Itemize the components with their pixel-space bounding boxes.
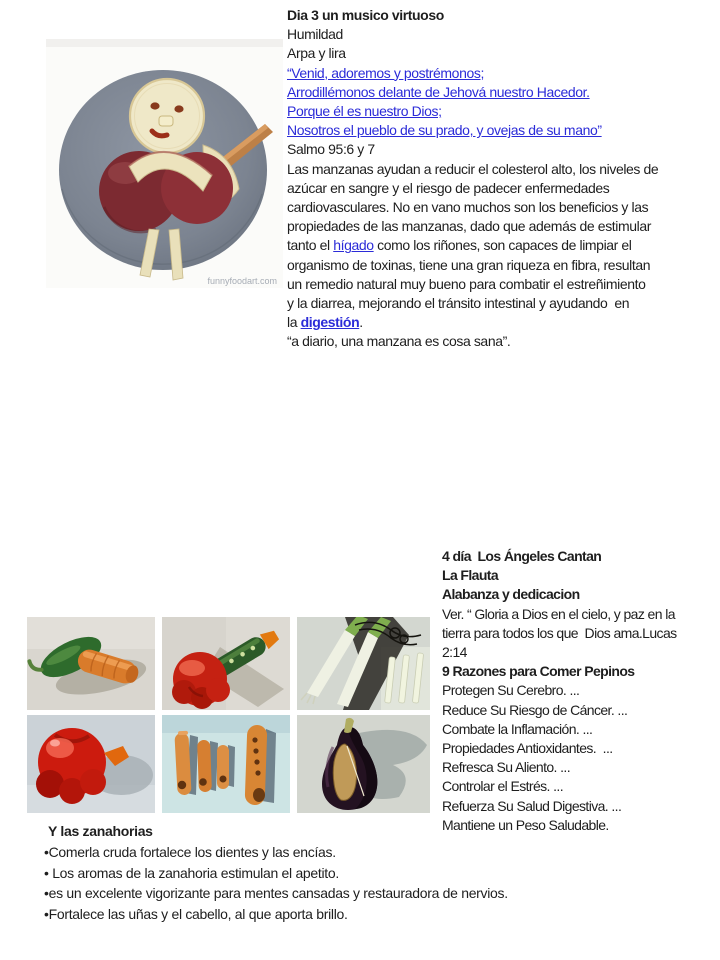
red-pepper-photo [27,715,155,813]
verse-hyperlink[interactable]: Porque él es nuestro Dios; [287,103,442,120]
pepper-cucumber-illustration [162,617,290,710]
lucas-verse-line: Ver. “ Gloria a Dios en el cielo, y paz en la [442,605,675,622]
paragraph-line: organismo de toxinas, tiene una gran riqueza en fibra, resultan [287,256,651,273]
apple-subtitle-humildad: Humildad [287,26,343,43]
eye-right [174,105,183,112]
pepino-subtitle-alabanza: Alabanza y dedicacion [442,586,580,603]
zanahoria-title: Y las zanahorias [48,823,153,839]
paragraph-line: Las manzanas ayudan a reducir el colesterol alto, los niveles de [287,160,659,177]
pepino-reason: Combate la Inflamación. ... [442,720,593,737]
apple-musician-photo [46,39,283,288]
paragraph-line: azúcar en sangre y el riesgo de padecer enfermedades [287,179,610,196]
verse-hyperlink[interactable]: Arrodillémonos delante de Jehová nuestro Hacedor. [287,83,590,100]
zanahoria-bullet: • Los aromas de la zanahoria estimulan el apetito. [44,864,339,881]
verse-hyperlink[interactable]: Nosotros el pueblo de su prado, y ovejas de su mano” [287,122,602,139]
pepper-cucumber-trumpet-photo [162,617,290,710]
pepino-reasons-heading: 9 Razones para Comer Pepinos [442,663,635,680]
pepino-reason: Propiedades Antioxidantes. ... [442,740,613,757]
carrot-flutes-photo [162,715,290,813]
jalapeno-carrot-photo [27,617,155,710]
apple-subtitle-arpa: Arpa y lira [287,45,346,62]
higado-hyperlink[interactable]: hígado [333,237,374,254]
paragraph-line: la digestión. [287,314,363,331]
red-pepper-illustration [27,715,155,813]
nose [159,116,173,126]
apple-musician-illustration [46,39,283,288]
paragraph-line: cardiovasculares. No en vano muchos son los beneficios y las [287,199,649,216]
zanahoria-text-block [44,821,508,924]
closing-quote: “a diario, una manzana es cosa sana”. [287,333,511,350]
pepino-title: 4 día Los Ángeles Cantan [442,548,602,564]
paragraph-line: propiedades de las manzanas, dado que además de estimular [287,218,652,235]
paragraph-line: y la diarrea, mejorando el tránsito intestinal y ayudando en [287,295,630,312]
jalapeno-carrot-illustration [27,617,155,710]
lucas-verse-line: 2:14 [442,644,467,661]
verse-reference: Salmo 95:6 y 7 [287,141,375,158]
eggplant-photo [297,715,430,813]
verse-hyperlink[interactable]: “Venid, adoremos y postrémonos; [287,64,484,81]
lucas-verse-line: tierra para todos los que Dios ama.Lucas [442,624,677,641]
paragraph-line: tanto el hígado como los riñones, son capaces de limpiar el [287,237,632,254]
zanahoria-bullet: •Comerla cruda fortalece los dientes y las encías. [44,844,336,860]
pepino-reason: Controlar el Estrés. ... [442,778,563,795]
digestion-hyperlink[interactable]: digestión [300,314,360,331]
carrot-flutes-illustration [162,715,290,813]
pepino-reason: Mantiene un Peso Saludable. [442,816,609,833]
eggplant-illustration [297,715,430,813]
paragraph-line: un remedio natural muy bueno para combatir el estreñimiento [287,275,646,292]
apple-title: Dia 3 un musico virtuoso [287,7,444,23]
pepino-reason: Refresca Su Aliento. ... [442,759,571,776]
pepino-reason: Protegen Su Cerebro. ... [442,682,580,699]
leeks-illustration [297,617,430,710]
pepino-text-block [442,547,677,835]
eye-left [150,102,159,109]
pepino-reason: Refuerza Su Salud Digestiva. ... [442,797,622,814]
apple-text-block [287,6,658,352]
zanahoria-bullet: •Fortalece las uñas y el cabello, al que aporta brillo. [44,905,348,922]
cut-leek-strips [385,653,424,703]
watermark-text: funnyfoodart.com [207,276,277,286]
leeks-strings-photo [297,617,430,710]
pepino-subtitle-flauta: La Flauta [442,567,499,584]
zanahoria-bullet: •es un excelente vigorizante para mentes cansadas y restauradora de nervios. [44,885,508,902]
pepino-reason: Reduce Su Riesgo de Cáncer. ... [442,701,628,718]
